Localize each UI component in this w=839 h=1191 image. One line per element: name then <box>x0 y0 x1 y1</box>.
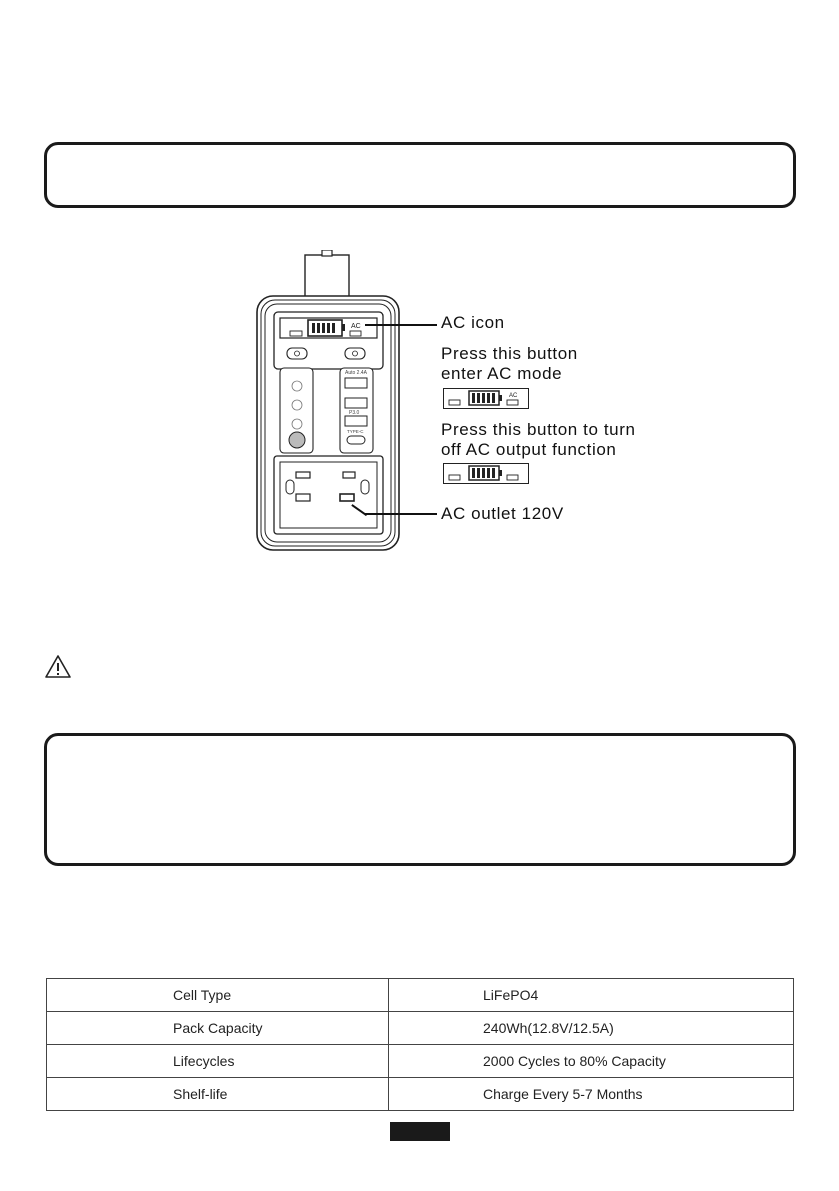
spec-label: Lifecycles <box>47 1045 389 1078</box>
spec-label: Cell Type <box>47 979 389 1012</box>
section-heading-box-top <box>44 142 796 208</box>
display-ac-mode-illustration <box>443 388 529 410</box>
spec-value: 240Wh(12.8V/12.5A) <box>389 1012 794 1045</box>
spec-value: LiFePO4 <box>389 979 794 1012</box>
leader-ac-outlet <box>365 513 437 515</box>
callout-press-enter-line1: Press this button <box>441 344 578 363</box>
spec-value: Charge Every 5-7 Months <box>389 1078 794 1111</box>
spec-value: 2000 Cycles to 80% Capacity <box>389 1045 794 1078</box>
section-heading-box-bottom <box>44 733 796 866</box>
table-row <box>47 1012 794 1045</box>
display-ac-text: AC <box>351 323 361 330</box>
leader-ac-icon <box>365 324 437 326</box>
spec-label: Shelf-life <box>47 1078 389 1111</box>
callout-ac-icon: AC icon <box>441 313 505 332</box>
type-c-label: TYPE-C <box>347 429 364 434</box>
callout-press-off-line1: Press this button to turn <box>441 420 636 439</box>
usb-mid-label: P3.0 <box>349 410 360 416</box>
callout-ac-outlet: AC outlet 120V <box>441 504 564 523</box>
table-row <box>47 1045 794 1078</box>
callout-press-enter-line2: enter AC mode <box>441 364 563 383</box>
table-row <box>47 1078 794 1111</box>
spec-label: Pack Capacity <box>47 1012 389 1045</box>
power-station-illustration <box>250 250 400 552</box>
table-row <box>47 979 794 1012</box>
display-ac-off-illustration <box>443 463 529 485</box>
warning-icon <box>44 654 72 679</box>
specifications-table <box>46 978 794 1111</box>
page-number-tab <box>390 1122 450 1141</box>
usb-top-label: Auto 2.4A <box>345 370 367 376</box>
callout-press-off-line2: off AC output function <box>441 440 617 459</box>
mini-ac-text: AC <box>509 393 518 399</box>
